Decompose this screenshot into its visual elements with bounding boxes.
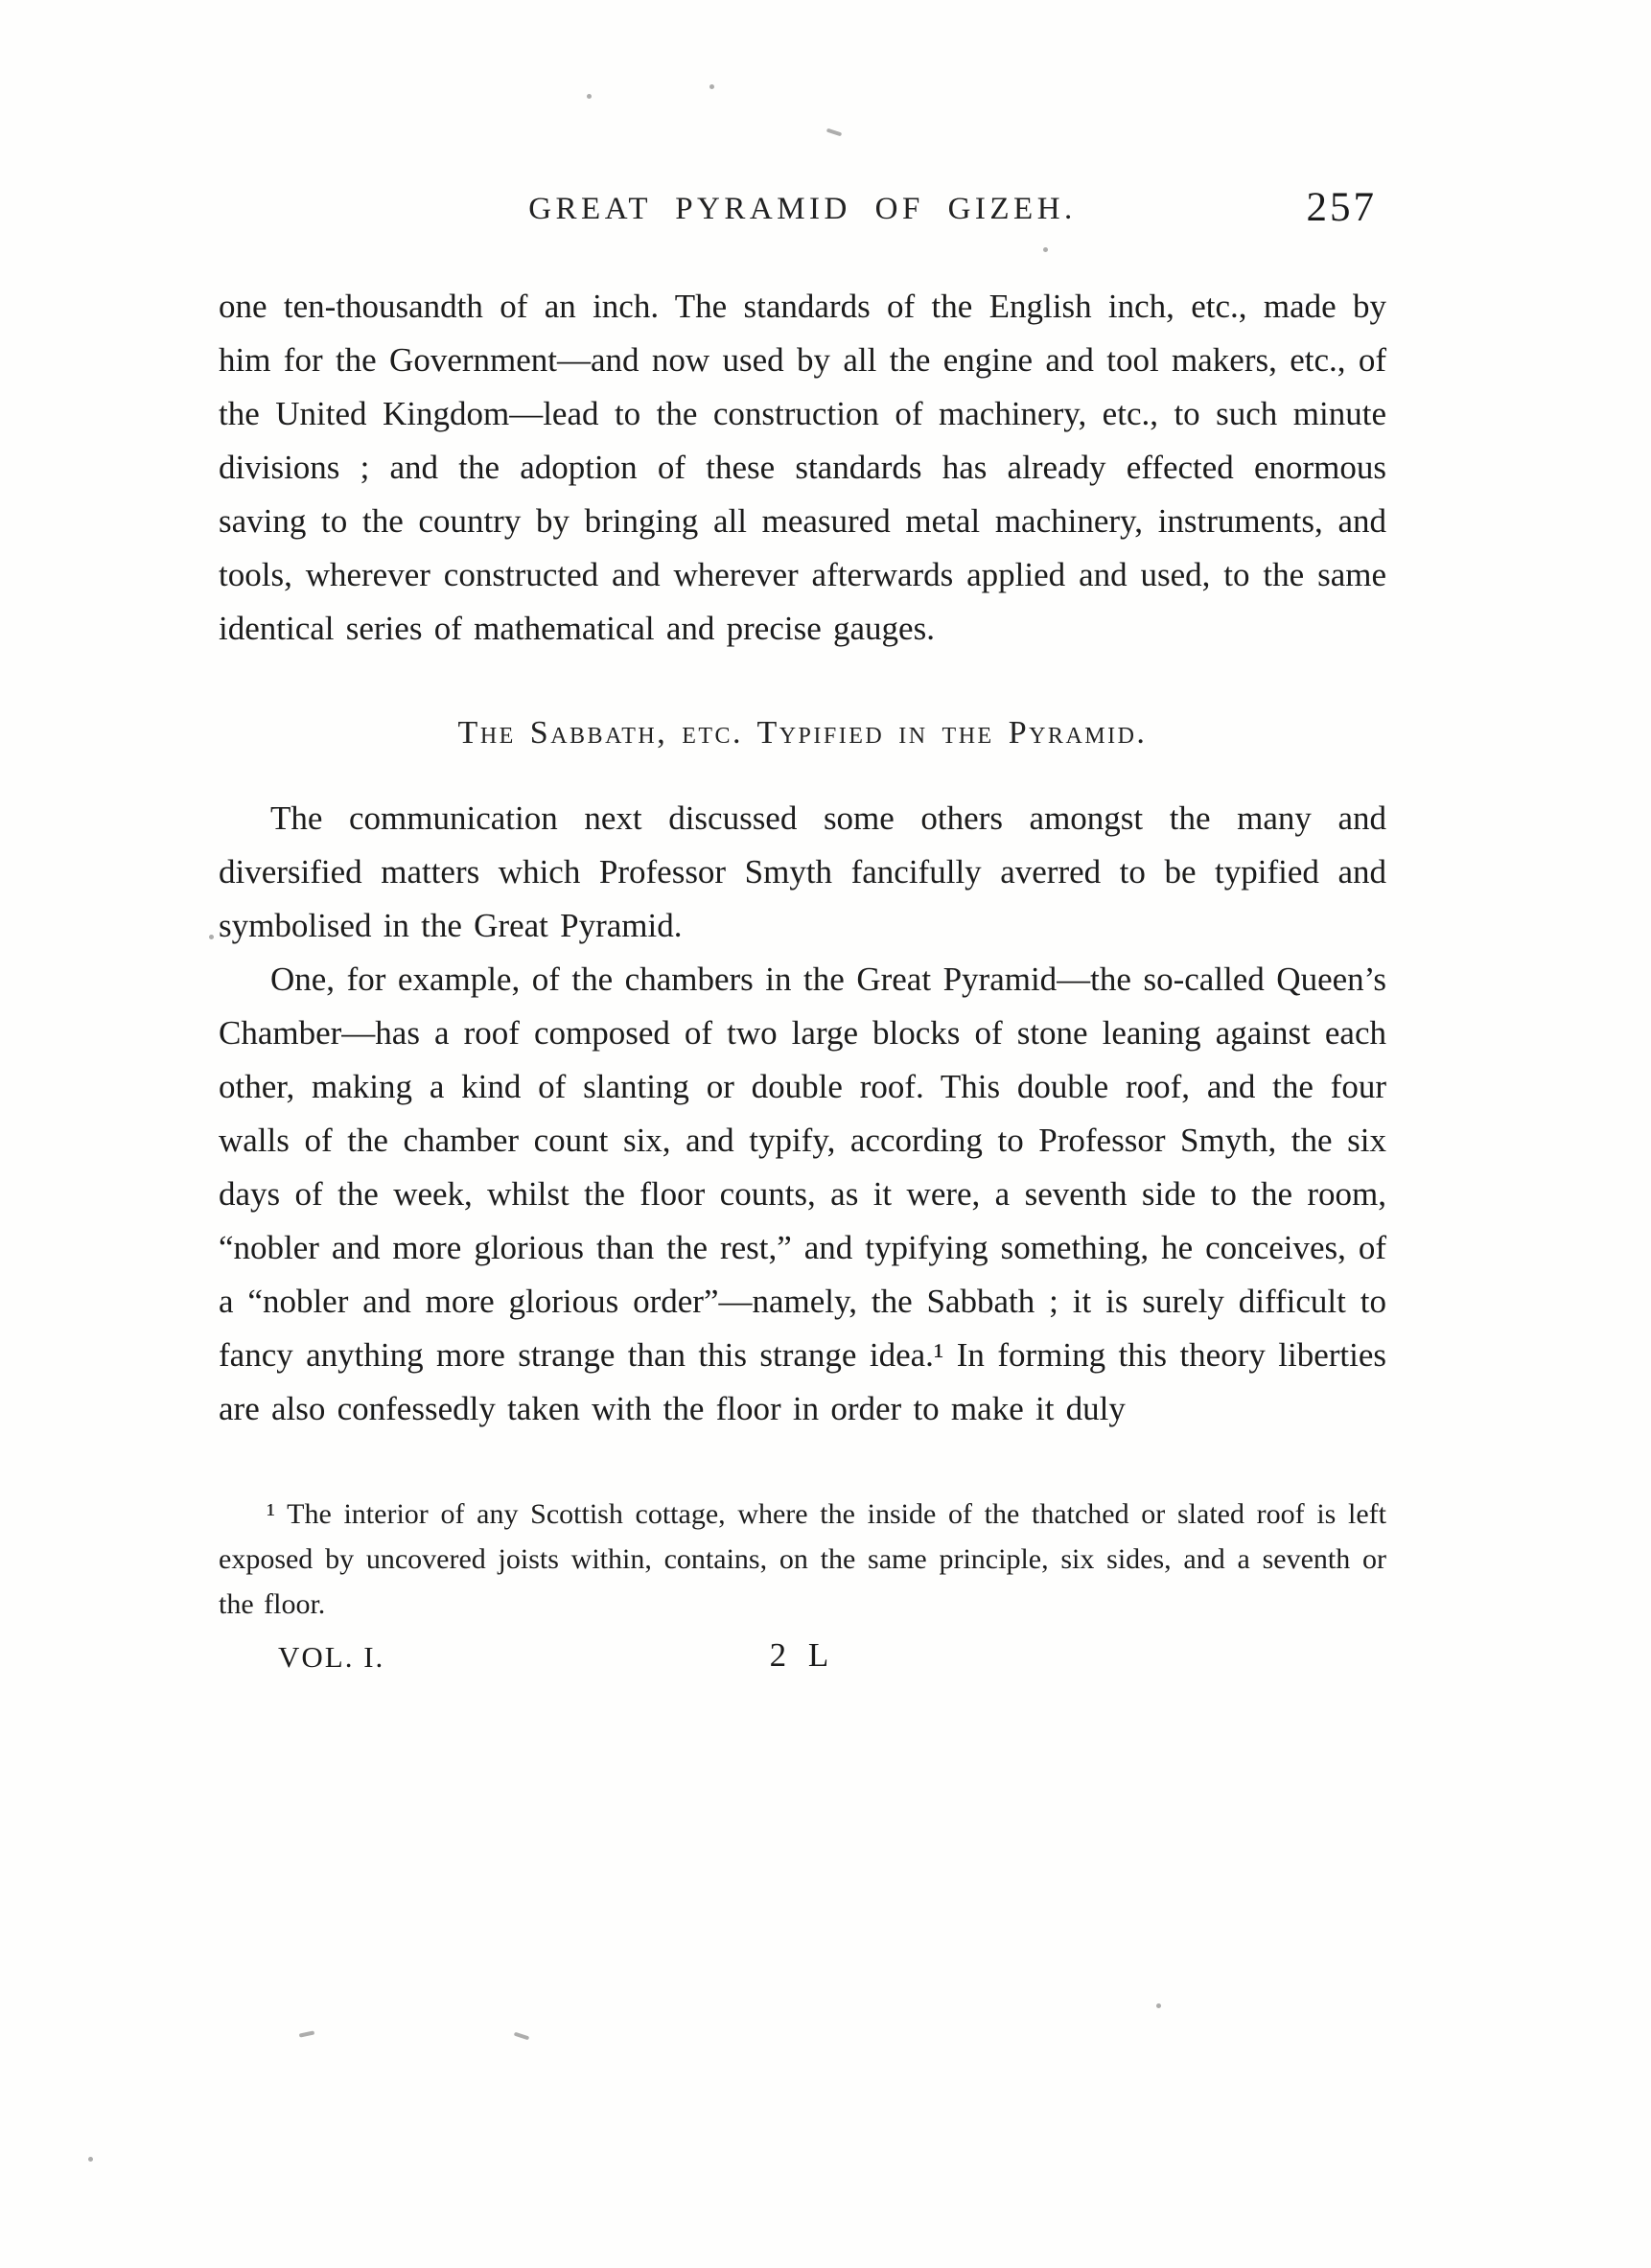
printer-signature-mark: 2 L	[769, 1636, 836, 1674]
volume-label: VOL. I.	[278, 1640, 385, 1674]
scan-speck	[209, 935, 214, 939]
scan-speck	[1043, 247, 1048, 252]
running-head	[219, 185, 1386, 230]
scan-speck	[299, 2030, 314, 2037]
text-block	[219, 280, 1386, 1686]
body-paragraph: one ten-thousandth of an inch. The standards of the English inch, etc., made by him for the Government—and now used by all the engine and tool makers, etc., of the United Kingdom—lead to the construction of machinery, etc., to such minute divisions ; and the adoption of these standards has already effected enormous saving to the country by bringing all measured metal machinery, instruments, and tools, wherever constructed and wherever afterwards applied and used, to the same identical series of mathematical and precise gauges.	[219, 288, 1386, 647]
section-heading: The Sabbath, etc. Typified in the Pyramid.	[457, 715, 1148, 751]
scan-speck	[88, 2157, 93, 2162]
footnote: ¹ The interior of any Scottish cottage, where the inside of the thatched or slated roof is left exposed by uncovered joists within, contains, on the same principle, six sides, and a seventh or the floor.	[219, 1498, 1386, 1620]
scan-speck	[1156, 2003, 1161, 2008]
scan-speck	[514, 2032, 529, 2041]
body-paragraph: One, for example, of the chambers in the Great Pyramid—the so-called Queen’s Chamber—has a roof composed of two large blocks of stone leaning against each other, making a kind of slanting or double roof. This double roof, and the four walls of the chamber count six, and typify, according to Professor Smyth, the six days of the week, whilst the floor counts, as it were, a seventh side to the room, “nobler and more glorious than the rest,” and typifying something, he conceives, of a “nobler and more glorious order”—namely, the Sabbath ; it is surely difficult to fancy anything more strange than this strange idea.¹ In forming this theory liberties are also confessedly taken with the floor in order to make it duly	[219, 960, 1386, 1427]
scan-speck	[709, 84, 714, 89]
body-paragraph: The communication next discussed some others amongst the many and diversified matters which Professor Smyth fancifully averred to be typified and symbolised in the Great Pyramid.	[219, 799, 1386, 944]
page-footer	[219, 1636, 1386, 1686]
scan-speck	[826, 128, 842, 137]
page-header-title: GREAT PYRAMID OF GIZEH.	[528, 192, 1077, 226]
page-number: 257	[1306, 185, 1377, 230]
scan-speck	[587, 94, 592, 99]
